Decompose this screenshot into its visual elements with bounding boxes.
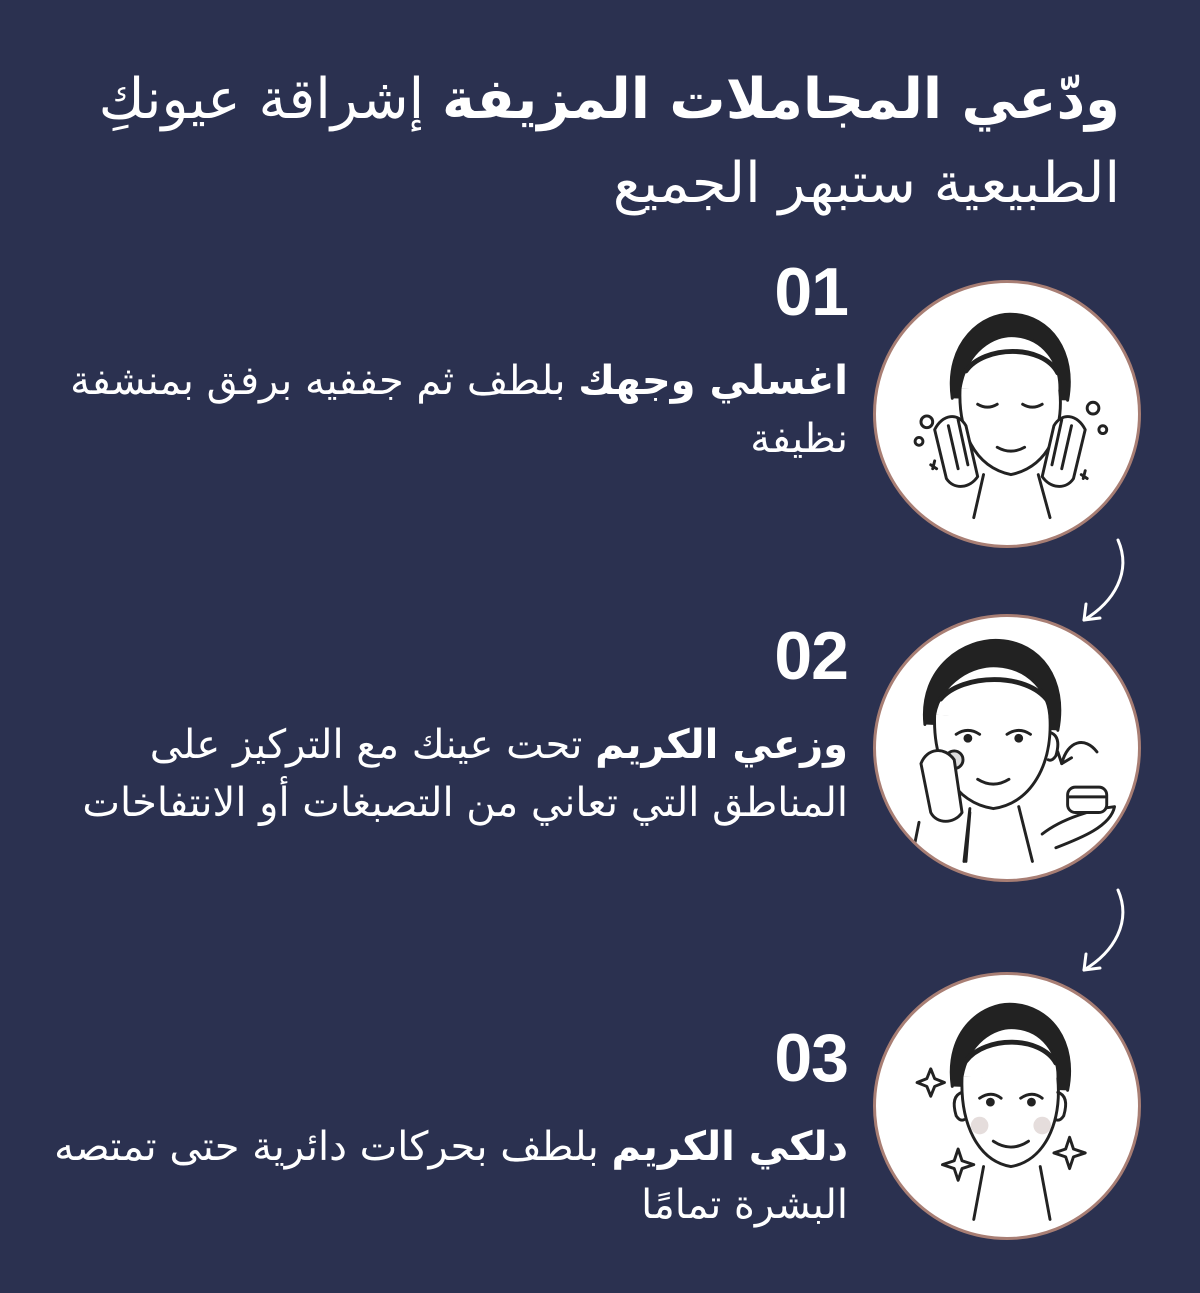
step-2 [48,620,848,832]
step-3 [48,1022,848,1234]
step-text [48,716,848,832]
step-text [48,1118,848,1234]
step-text-regular: بلطف ثم جففيه برفق بمنشفة نظيفة [70,358,848,462]
step-text-bold: دلكي الكريم [611,1124,848,1170]
step-text-regular: بلطف بحركات دائرية حتى تمتصه البشرة تمامًا [54,1124,848,1228]
step-number: 03 [774,1020,848,1096]
headline [40,58,1120,226]
arrow-down-icon [1070,882,1140,982]
headline-bold: ودّعي المجاملات المزيفة [442,67,1120,132]
step-text-bold: وزعي الكريم [595,722,848,768]
step-number: 01 [774,254,848,330]
step-text-bold: اغسلي وجهك [578,358,848,404]
arrow-down-icon [1070,532,1140,632]
glowing-face-icon [873,972,1141,1240]
step-text [48,352,848,468]
step-1 [48,256,848,468]
headline-regular: إشراقة عيونكِ الطبيعية ستبهر الجميع [98,67,1120,216]
step-number: 02 [774,618,848,694]
step-text-regular: تحت عينك مع التركيز على المناطق التي تعاني من التصبغات أو الانتفاخات [82,722,848,826]
face-washing-icon [873,280,1141,548]
apply-cream-icon [873,614,1141,882]
